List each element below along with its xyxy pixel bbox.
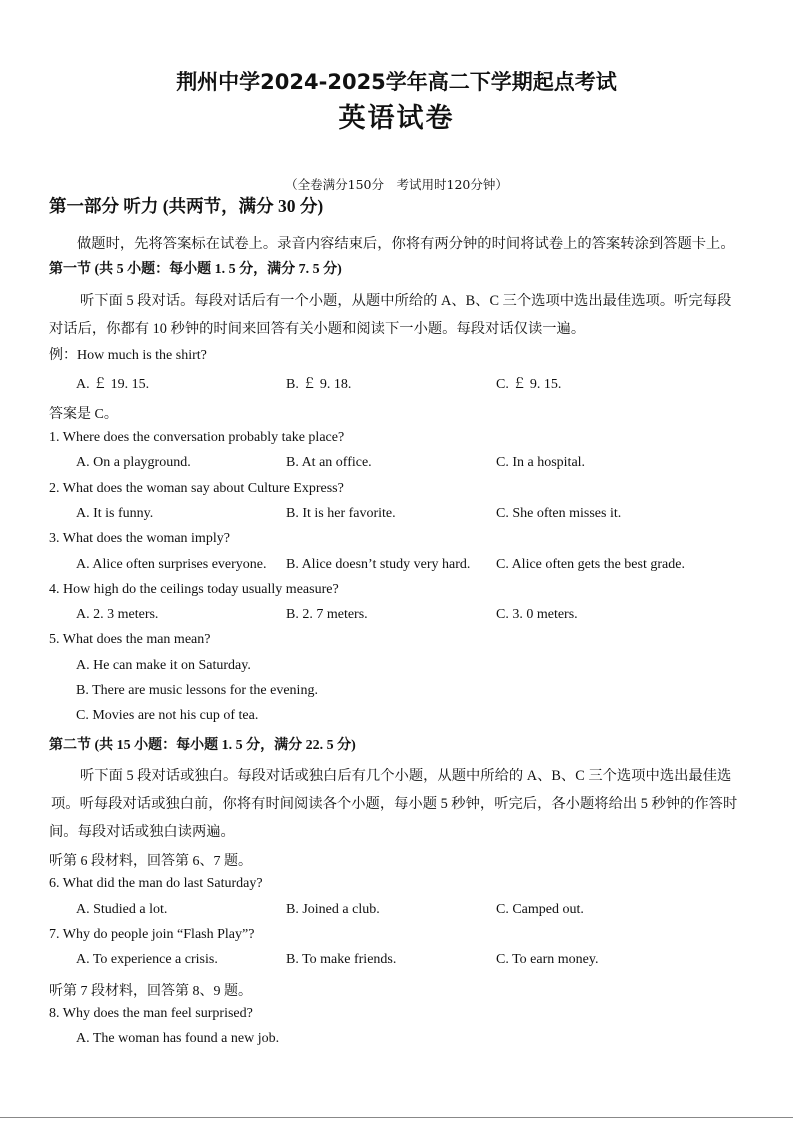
question-7-option-a: A. To experience a crisis. <box>76 952 218 967</box>
question-3-option-a: A. Alice often surprises everyone. <box>76 557 267 572</box>
question-1-option-a: A. On a playground. <box>76 455 191 470</box>
question-2-option-a: A. It is funny. <box>76 506 154 521</box>
section2-instructions-3: 间。每段对话或独白读两遍。 <box>49 824 235 840</box>
question-7: 7. Why do people join “Flash Play”? <box>49 927 255 942</box>
section1-instructions-1: 听下面 5 段对话。每段对话后有一个小题，从题中所给的 A、B、C 三个选项中选出最佳选项。听完每段 <box>80 293 732 309</box>
exam-subtitle: 英语试卷 <box>338 103 455 134</box>
question-5-option-a: A. He can make it on Saturday. <box>76 658 251 673</box>
question-5-option-b: B. There are music lessons for the evening. <box>76 683 318 698</box>
question-1-option-b: B. At an office. <box>286 455 372 470</box>
question-4: 4. How high do the ceilings today usually measure? <box>49 582 339 597</box>
section2-instructions-1: 听下面 5 段对话或独白。每段对话或独白后有几个小题，从题中所给的 A、B、C 三个选项中选出最佳选 <box>80 768 732 784</box>
exam-title: 荆州中学2024-2025学年高二下学期起点考试 <box>176 70 617 94</box>
question-7-option-b: B. To make friends. <box>286 952 397 967</box>
question-7-option-c: C. To earn money. <box>496 952 599 967</box>
question-6-option-c: C. Camped out. <box>496 902 584 917</box>
question-4-option-a: A. 2. 3 meters. <box>76 607 159 622</box>
question-6-option-a: A. Studied a lot. <box>76 902 168 917</box>
section1-heading: 第一节 (共 5 小题：每小题 1. 5 分，满分 7. 5 分) <box>49 262 342 277</box>
example-option-b: B. ￡ 9. 18. <box>286 377 352 392</box>
question-3: 3. What does the woman imply? <box>49 531 230 546</box>
question-4-option-c: C. 3. 0 meters. <box>496 607 578 622</box>
question-5: 5. What does the man mean? <box>49 632 211 647</box>
section2-heading: 第二节 (共 15 小题：每小题 1. 5 分，满分 22. 5 分) <box>49 738 356 753</box>
section2-instructions-2: 项。听每段对话或独白前，你将有时间阅读各个小题，每小题 5 秒钟，听完后，各小题将给出 5 秒钟的作答时 <box>51 796 738 812</box>
example-question: 例：How much is the shirt? <box>49 348 207 363</box>
material-6-note: 听第 6 段材料，回答第 6、7 题。 <box>49 854 252 869</box>
example-option-a: A. ￡ 19. 15. <box>76 377 150 392</box>
part1-heading: 第一部分 听力 (共两节，满分 30 分) <box>49 196 324 216</box>
question-6-option-b: B. Joined a club. <box>286 902 380 917</box>
material-7-note: 听第 7 段材料，回答第 8、9 题。 <box>49 984 252 999</box>
exam-info: （全卷满分150分 考试用时120分钟） <box>285 177 508 192</box>
section1-instructions-2: 对话后，你都有 10 秒钟的时间来回答有关小题和阅读下一小题。每段对话仅读一遍。 <box>49 321 586 337</box>
part1-intro: 做题时，先将答案标在试卷上。录音内容结束后，你将有两分钟的时间将试卷上的答案转涂到答题卡上。 <box>77 236 735 252</box>
question-8: 8. Why does the man feel surprised? <box>49 1006 253 1021</box>
question-5-option-c: C. Movies are not his cup of tea. <box>76 708 259 723</box>
example-option-c: C. ￡ 9. 15. <box>496 377 562 392</box>
question-2-option-b: B. It is her favorite. <box>286 506 396 521</box>
question-3-option-c: C. Alice often gets the best grade. <box>496 557 685 572</box>
question-8-option-a: A. The woman has found a new job. <box>76 1031 280 1046</box>
question-3-option-b: B. Alice doesn’t study very hard. <box>286 557 471 572</box>
page-bottom-rule <box>0 1117 793 1118</box>
example-answer: 答案是 C。 <box>49 407 118 422</box>
question-4-option-b: B. 2. 7 meters. <box>286 607 368 622</box>
question-1: 1. Where does the conversation probably take place? <box>49 430 345 445</box>
question-1-option-c: C. In a hospital. <box>496 455 586 470</box>
question-2-option-c: C. She often misses it. <box>496 506 622 521</box>
question-2: 2. What does the woman say about Culture Express? <box>49 481 344 496</box>
question-6: 6. What did the man do last Saturday? <box>49 876 263 891</box>
